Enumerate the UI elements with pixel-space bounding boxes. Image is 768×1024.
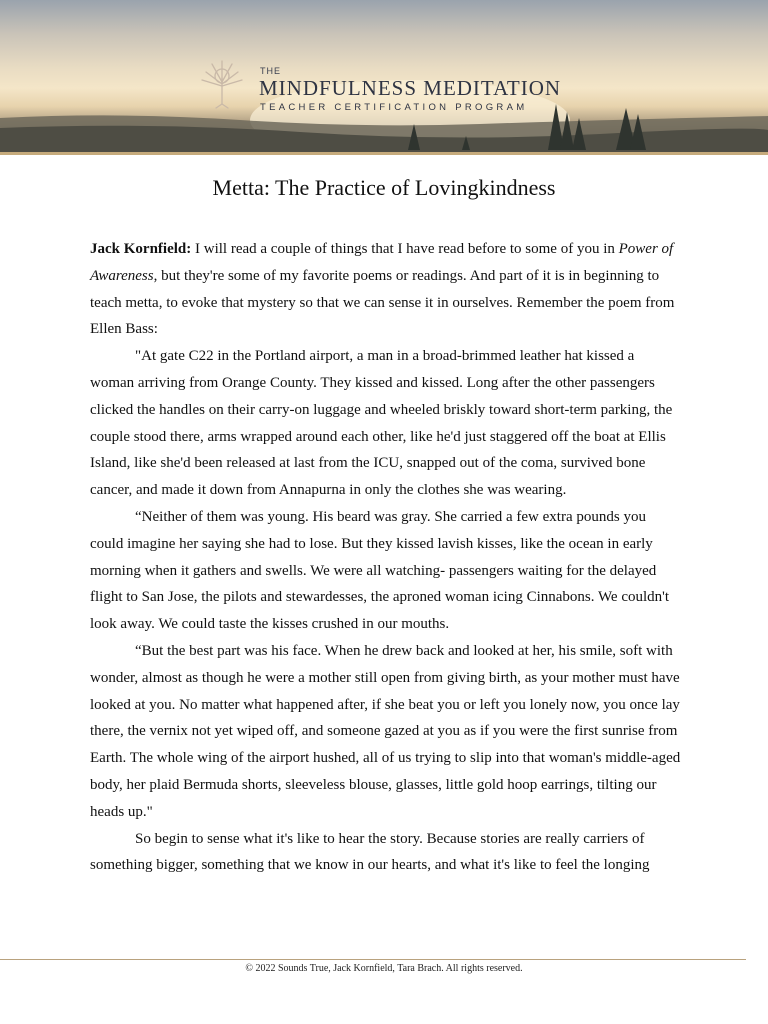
paragraph-1-text-b: , but they're some of my favorite poems or readings. And part of it is in beginning to teach metta, to evoke that mystery so that we can sense it in ourselves. Remember the poem from Ellen Bass: [90,267,675,338]
speaker-name: Jack Kornfield: [90,241,192,257]
logo-subtitle: TEACHER CERTIFICATION PROGRAM [260,102,528,113]
paragraph-1 [90,236,682,343]
header-divider [0,152,768,155]
paragraph-5: So begin to sense what it's like to hear the story. Because stories are really carriers of something bigger, something that we know in our hearts, and what it's like to feel the longing [90,830,650,874]
page-title: Metta: The Practice of Lovingkindness [212,175,556,200]
logo-the: THE [260,66,281,76]
copyright-footer: © 2022 Sounds True, Jack Kornfield, Tara Brach. All rights reserved. [245,963,523,974]
footer-divider [0,959,746,960]
program-logo [196,58,562,118]
tree-of-life-icon [196,58,248,110]
paragraph-2: "At gate C22 in the Portland airport, a man in a broad-brimmed leather hat kissed a woman arriving from Orange County. They kissed and kissed. Long after the other passengers clicked the handles on their carry-on luggage and wheeled briskly toward short-term parking, the couple stood there, arms wrapped around each other, like he'd just staggered off the boat at Ellis Island, like she'd been released at last from the ICU, snapped out of the coma, survived bone cancer, and made it down from Annapurna in only the clothes she was wearing. [90,348,673,499]
header-banner [0,0,768,152]
paragraph-4: “But the best part was his face. When he drew back and looked at her, his smile, soft with wonder, almost as though he were a mother still open from giving birth, as your mother must have looked at you. No matter what happened after, if she beat you or left you lonely now, you once lay there, the vernix not yet wiped off, and someone gazed at you as if you were the first sunrise from Earth. The whole wing of the airport hushed, all of us trying to slip into that woman's middle-aged body, her plaid Bermuda shorts, sleeveless blouse, glasses, little gold hoop earrings, tilting our heads up." [90,642,681,820]
book-title: Power of Awareness [90,241,674,284]
paragraph-1-text-a: I will read a couple of things that I have read before to some of you in [191,241,619,257]
paragraph-3: “Neither of them was young. His beard was gray. She carried a few extra pounds you could imagine her saying she had to lose. But they kissed lavish kisses, like the ocean in early morning when it gathers and swells. We were all watching- passengers waiting for the delayed flight to San Jose, the pilots and stewardesses, the aproned woman icing Cinnabons. We couldn't look away. We could taste the kisses crushed in our mouths. [90,508,670,633]
document-body [90,236,682,879]
logo-title: MINDFULNESS MEDITATION [259,76,562,100]
